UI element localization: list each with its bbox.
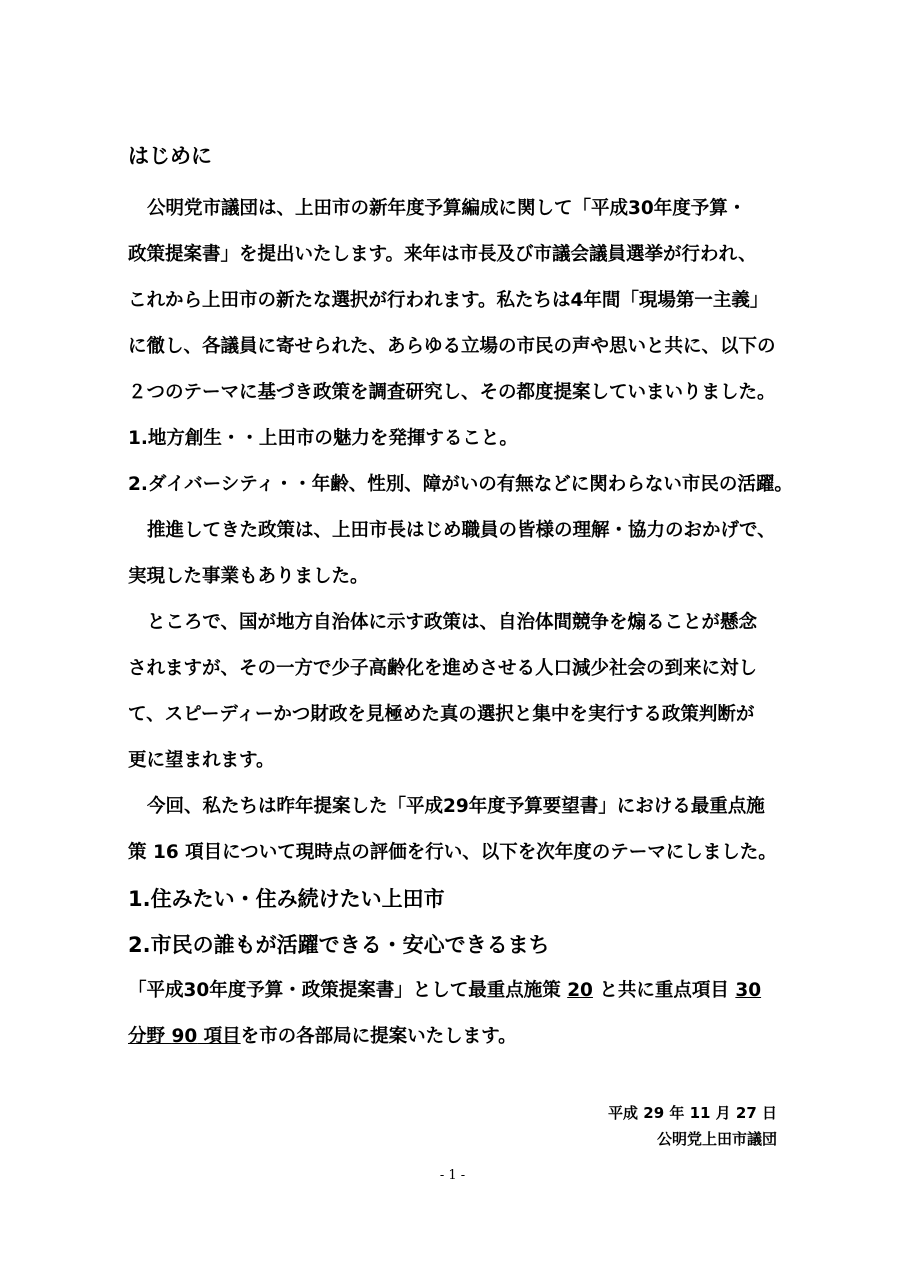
text-line: 策 16 項目について現時点の評価を行い、以下を次年度のテーマにしました。: [128, 842, 777, 863]
text-line: ２つのテーマに基づき政策を調査研究し、その都度提案していまいりました。: [128, 382, 776, 403]
text-line: 更に望まれます。: [128, 750, 275, 771]
text-line: 今回、私たちは昨年提案した「平成29年度予算要望書」における最重点施: [147, 796, 765, 817]
closing-text: と共に重点項目: [592, 980, 736, 1001]
priority-measures-count: 20: [567, 980, 593, 1001]
paragraph-intro: [128, 186, 788, 416]
closing-text-underlined: 分野: [128, 1026, 172, 1047]
page-number: - 1 -: [439, 1168, 466, 1183]
closing-text-underlined: 項目: [197, 1026, 241, 1047]
closing-text: を市の各部局に提案いたします。: [240, 1026, 517, 1047]
section-heading: はじめに: [128, 144, 212, 168]
past-theme-item: 1.地方創生・・上田市の魅力を発揮すること。: [128, 428, 518, 449]
closing-text: 「平成30年度予算・政策提案書」として最重点施策: [128, 980, 568, 1001]
new-theme-list: [128, 876, 788, 968]
new-theme-item: 2.市民の誰もが活躍できる・安心できるまち: [128, 933, 550, 957]
signature-organization: 公明党上田市議団: [656, 1130, 777, 1148]
document-body: [128, 186, 793, 1060]
text-line: て、スピーディーかつ財政を見極めた真の選択と集中を実行する政策判断が: [128, 704, 755, 725]
closing-line: [128, 968, 788, 1014]
paragraph-achievements: [128, 508, 788, 600]
text-line: されますが、その一方で少子高齢化を進めさせる人口減少社会の到来に対し: [128, 658, 758, 679]
items-count: 90: [171, 1026, 198, 1047]
closing-statement: [128, 968, 788, 1060]
text-line: ところで、国が地方自治体に示す政策は、自治体間競争を煽ることが懸念: [147, 612, 757, 633]
closing-line: [128, 1014, 788, 1060]
text-line: 推進してきた政策は、上田市長はじめ職員の皆様の理解・協力のおかげで、: [147, 520, 776, 541]
signature-block: [608, 1100, 777, 1152]
fields-count: 30: [735, 980, 762, 1001]
paragraph-evaluation: [128, 784, 788, 876]
text-line: に徹し、各議員に寄せられた、あらゆる立場の市民の声や思いと共に、以下の: [128, 336, 776, 357]
paragraph-policy-context: [128, 600, 788, 784]
new-theme-item: 1.住みたい・住み続けたい上田市: [128, 887, 445, 911]
text-line: 公明党市議団は、上田市の新年度予算編成に関して「平成30年度予算・: [147, 198, 747, 219]
past-theme-list: [128, 416, 793, 508]
text-line: 実現した事業もありました。: [128, 566, 369, 587]
text-line: これから上田市の新たな選択が行われます。私たちは4年間「現場第一主義」: [128, 290, 769, 311]
signature-date: 平成 29 年 11 月 27 日: [608, 1104, 777, 1122]
text-line: 政策提案書」を提出いたします。来年は市長及び市議会議員選挙が行われ、: [128, 244, 757, 265]
past-theme-item: 2.ダイバーシティ・・年齢、性別、障がいの有無などに関わらない市民の活躍。: [128, 474, 793, 495]
